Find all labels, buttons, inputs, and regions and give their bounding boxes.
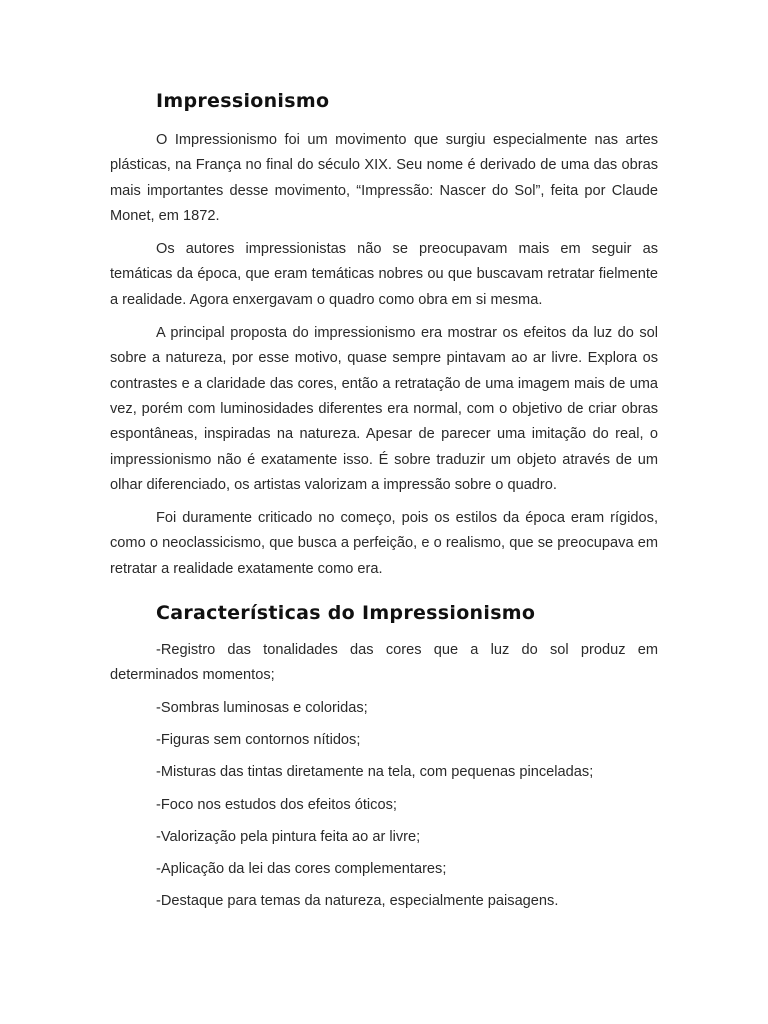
section-title-impressionismo: Impressionismo <box>156 90 330 112</box>
list-item: -Valorização pela pintura feita ao ar livre; <box>156 828 421 845</box>
document-page <box>110 78 658 922</box>
characteristics-list <box>110 638 658 915</box>
list-item: -Aplicação da lei das cores complementares; <box>156 861 447 878</box>
list-item: -Registro das tonalidades das cores que a luz do sol produz em determinados momentos; <box>110 642 658 684</box>
paragraph-origin: O Impressionismo foi um movimento que surgiu especialmente nas artes plásticas, na França no final do século XIX. Seu nome é derivado de uma das obras mais importantes desse movimento, “Impressão: Nascer do Sol”, feita por Claude Monet, em 1872. <box>110 132 658 224</box>
list-item: -Destaque para temas da natureza, especialmente paisagens. <box>156 893 559 910</box>
list-item: -Sombras luminosas e coloridas; <box>156 699 368 716</box>
paragraph-themes: Os autores impressionistas não se preocupavam mais em seguir as temáticas da época, que eram temáticas nobres ou que buscavam retratar fielmente a realidade. Agora enxergavam o quadro como obra em si mesma. <box>110 241 658 308</box>
list-item: -Misturas das tintas diretamente na tela, com pequenas pinceladas; <box>156 764 594 781</box>
section-title-caracteristicas: Características do Impressionismo <box>156 602 536 625</box>
paragraph-proposal: A principal proposta do impressionismo era mostrar os efeitos da luz do sol sobre a natureza, por esse motivo, quase sempre pintavam ao ar livre. Explora os contrastes e a claridade das cores, então a retratação de uma imagem mais de uma vez, porém com luminosidades diferentes era normal, com o objetivo de criar obras espontâneas, inspiradas na natureza. Apesar de parecer uma imitação do real, o impressionismo não é exatamente isso. É sobre traduzir um objeto através de um olhar diferenciado, os artistas valorizam a impressão sobre o quadro. <box>110 325 658 493</box>
list-item: -Figuras sem contornos nítidos; <box>156 731 361 748</box>
list-item: -Foco nos estudos dos efeitos óticos; <box>156 796 397 813</box>
paragraph-criticism: Foi duramente criticado no começo, pois os estilos da época eram rígidos, como o neoclassicismo, que busca a perfeição, e o realismo, que se preocupava em retratar a realidade exatamente como era. <box>110 510 658 577</box>
